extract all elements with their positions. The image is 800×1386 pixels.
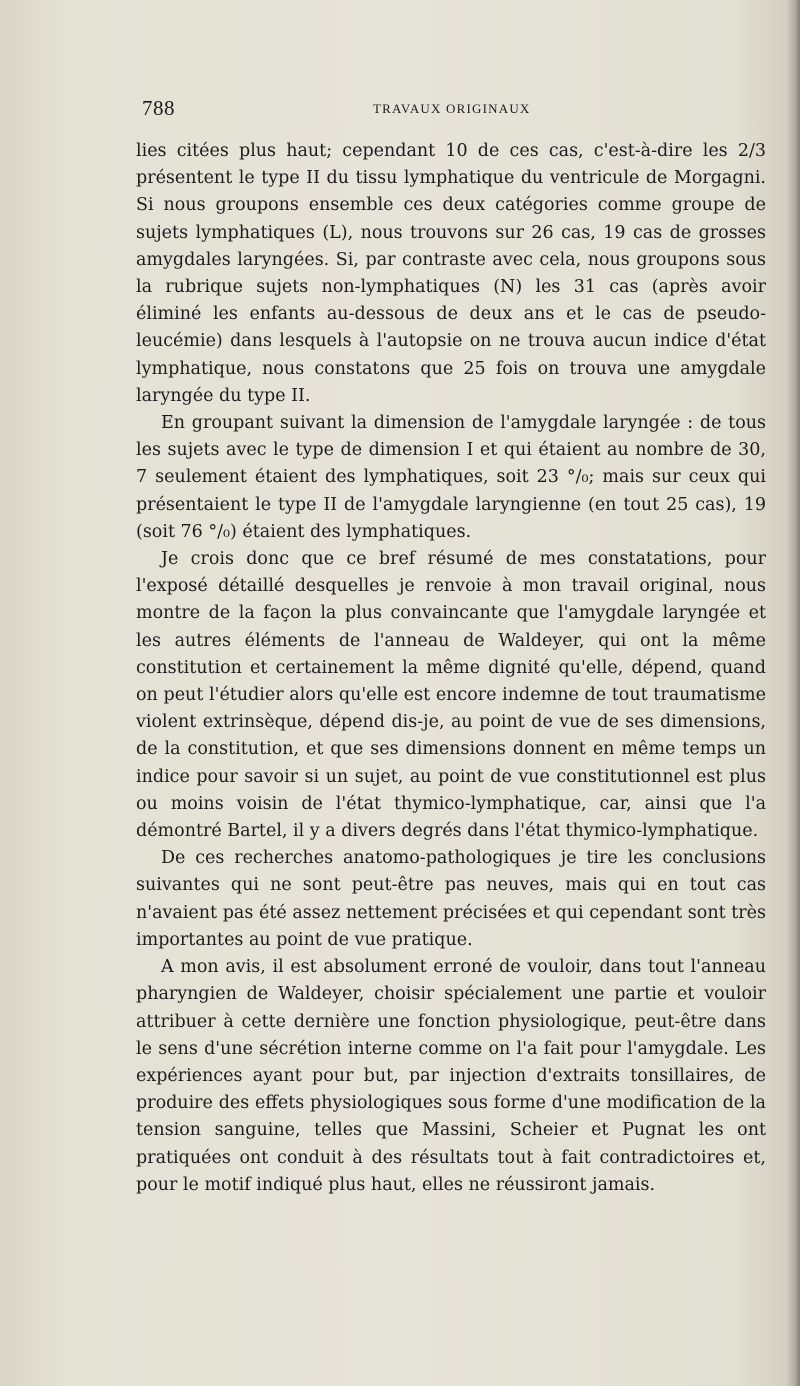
paragraph: De ces recherches anatomo-pathologiques je tire les conclusions suivantes qui ne sont peut-être pas neuves, mais qui en tout cas n'avaient pas été assez nettement précisées et qui cependant sont très importantes au point de vue pratique. <box>136 848 766 950</box>
body-text <box>136 138 766 1199</box>
paragraph-continuation: lies citées plus haut; cependant 10 de ces cas, c'est-à-dire les 2/3 présentent le type II du tissu lymphatique du ventricule de Morgagni. Si nous groupons ensemble ces deux catégories comme groupe de sujets lymphatiques (L), nous trouvons sur 26 cas, 19 cas de grosses amygdales laryngées. Si, par contraste avec cela, nous groupons sous la rubrique sujets non-lymphatiques (N) les 31 cas (après avoir éliminé les enfants au-dessous de deux ans et le cas de pseudo-leucémie) dans lesquels à l'autopsie on ne trouva aucun indice d'état lymphatique, nous constatons que 25 fois on trouva une amygdale laryngée du type II. <box>136 141 766 406</box>
running-title: TRAVAUX ORIGINAUX <box>373 101 531 116</box>
paragraph: A mon avis, il est absolument erroné de vouloir, dans tout l'anneau pharyngien de Waldeyer, choisir spécialement une partie et vouloir attribuer à cette dernière une fonction physiologique, peut-être dans le sens d'une sécrétion interne comme on l'a fait pour l'amygdale. Les expériences ayant pour but, par injection d'extraits tonsillaires, de produire des effets physiologiques sous forme d'une modification de la tension sanguine, telles que Massini, Scheier et Pugnat les ont pratiquées ont conduit à des résultats tout à fait contradictoires et, pour le motif indiqué plus haut, elles ne réussiront jamais. <box>136 957 766 1195</box>
paragraph: Je crois donc que ce bref résumé de mes constatations, pour l'exposé détaillé desquelles je renvoie à mon travail original, nous montre de la façon la plus convaincante que l'amygdale laryngée et les autres éléments de l'anneau de Waldeyer, qui ont la même constitution et certainement la même dignité qu'elle, dépend, quand on peut l'étudier alors qu'elle est encore indemne de tout traumatisme violent extrinsèque, dépend dis-je, au point de vue de ses dimensions, de la constitution, et que ses dimensions donnent en même temps un indice pour savoir si un sujet, au point de vue constitutionnel est plus ou moins voisin de l'état thymico-lymphatique, car, ainsi que l'a démontré Bartel, il y a divers degrés dans l'état thymico-lymphatique. <box>136 549 766 842</box>
paragraph: En groupant suivant la dimension de l'amygdale laryngée : de tous les sujets avec le type de dimension I et qui étaient au nombre de 30, 7 seulement étaient des lymphatiques, soit 23 °/₀; mais sur ceux qui présentaient le type II de l'amygdale laryngienne (en tout 25 cas), 19 (soit 76 °/₀) étaient des lymphatiques. <box>136 413 766 542</box>
page-number: 788 <box>142 96 175 120</box>
page-edge-shadow <box>786 0 800 1386</box>
